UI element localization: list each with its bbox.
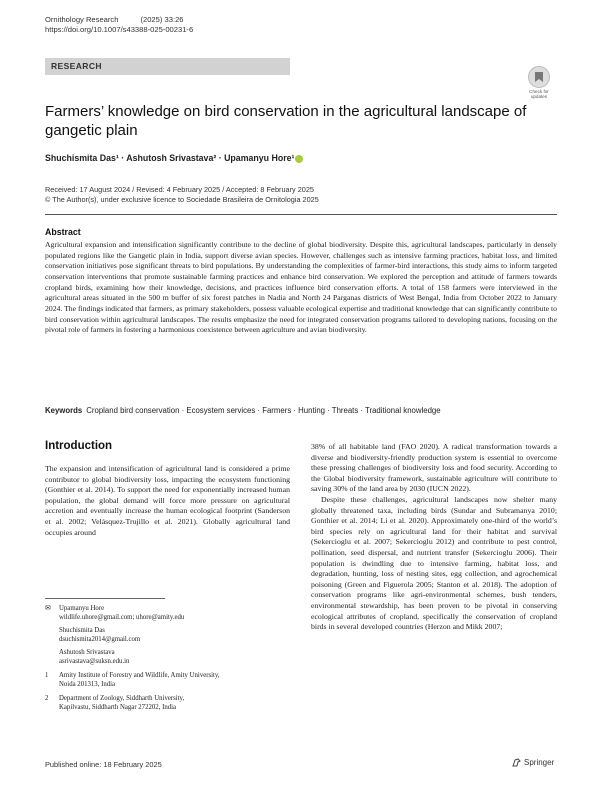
history-dates: Received: 17 August 2024 / Revised: 4 February 2025 / Accepted: 8 February 2025 (45, 185, 314, 194)
section-label-bar (45, 58, 290, 75)
article-title: Farmers’ knowledge on bird conservation in the agricultural landscape of gangetic plain (45, 103, 527, 139)
author-list (45, 153, 303, 163)
contact-email[interactable]: asrivastava@suksn.edu.in (59, 658, 130, 665)
abstract-heading: Abstract (45, 227, 81, 237)
contact-name: Shuchismita Das (59, 627, 105, 634)
publisher-logo (511, 757, 554, 768)
publisher-name: Springer (524, 758, 555, 767)
check-updates-line2: updates (530, 94, 548, 99)
check-updates-line1: Check for (529, 89, 549, 94)
contact-email[interactable]: dsuchismita2014@gmail.com (59, 636, 141, 643)
intro-heading: Introduction (45, 440, 113, 452)
intro-paragraph-1: The expansion and intensification of agricultural land is considered a prime contributor to global biodiversity loss, impacting the ecosystem functioning (Gonthier et al. 2014). To support the need for exponentially increased human population, the global demand will force more pressure on agricultural accretion and eventually increase the human ecological footprint (Sanderson et al. 2002; Velásquez-Trujillo et al. 2021). Globally agricultural land occupies around (45, 464, 290, 537)
author-names: Shuchismita Das¹ · Ashutosh Srivastava² · Upamanyu Hore¹ (45, 153, 295, 163)
affiliation-2 (45, 694, 290, 712)
affiliation-line: Kapilvastu, Siddharth Nagar 272202, India (59, 704, 177, 711)
journal-name: Ornithology Research (45, 15, 119, 24)
doi-link[interactable]: https://doi.org/10.1007/s43388-025-00231-6 (45, 25, 194, 34)
keywords-list: Cropland bird conservation · Ecosystem services · Farmers · Hunting · Threats · Traditional knowledge (86, 406, 441, 415)
affiliation-number: 1 (45, 672, 49, 679)
contact-name: Upamanyu Hore (59, 605, 105, 612)
citation: (2025) 33:26 (140, 15, 184, 24)
affiliation-line: Noida 201313, India (59, 681, 116, 688)
orcid-icon[interactable] (295, 155, 303, 163)
copyright: © The Author(s), under exclusive licence to Sociedade Brasileira de Ornitologia 2025 (45, 195, 319, 204)
left-column (45, 440, 290, 538)
divider (45, 214, 557, 215)
published-date: Published online: 18 February 2025 (45, 760, 162, 769)
keywords (45, 406, 557, 415)
footnotes (45, 604, 290, 717)
abstract-text: Agricultural expansion and intensification significantly contribute to the decline of global biodiversity. Despite this, agricultural landscapes, particularly in densely populated regions like the Gangetic plain in India, support diverse avian species. However, challenges such as intensive farming practices, habitat loss, and limited conservation initiatives pose significant threats to bird populations. By understanding the complexities of farmer-bird interactions, this study aims to inform targeted conservation interventions that promote sustainable farming practices and enhance bird conservation. We explored the perception and attitude of farmers towards cropland birds, examining how their knowledge, decisions, and practices influence bird conservation efforts. A total of 158 farmers were interviewed in the agricultural areas situated in the 500 m buffer of six forest patches in Nadia and North 24 Parganas districts of West Bengal, India from October 2022 to January 2024. The findings indicated that farmers, as primary stakeholders, possess valuable ecological expertise and traditional knowledge that can significantly contribute to bird conservation within agricultural landscapes. The results emphasize the need for integrated conservation programs tailored to developing nations, focusing on the pivotal role of farmers in fostering a harmonious coexistence between agriculture and avian biodiversity. (45, 240, 557, 335)
bookmark-icon (528, 66, 550, 88)
affiliation-1 (45, 671, 290, 689)
running-header (45, 15, 206, 35)
springer-horse-icon (511, 757, 522, 768)
intro-paragraph-2: Despite these challenges, agricultural landscapes now shelter many globally threatened taxa, including birds (Sundar and Subramanya 2010; Gonthier et al. 2014; Li et al. 2020). Approximately one-third of the world’s bird species rely on agricultural land for their habitat and survival (Sekercioglu et al. 2007; Sekercioglu 2012) and contribute to pest control, pollination, seed dispersal, and nutrient transfer (Sekercioglu 2006). Their population is dwindling due to intensive farming, habitat loss, and degradation, hunting, loss of nesting sites, egg collection, and agrochemical poisoning (Green and Figuerola 2005; Stanton et al. 2018). The adoption of conservation programs like agri-environmental schemes, bush tenders, environmental stewardship, has been proven to be pivotal in conserving ecological attributes of cropland, specifically the conservation of cropland birds in several developed countries (Herzon and Mikk 2007; (311, 494, 557, 632)
footnote-divider (45, 598, 165, 599)
envelope-icon: ✉ (45, 605, 51, 612)
right-column (311, 442, 557, 633)
keywords-label: Keywords (45, 406, 83, 415)
check-for-updates-badge[interactable] (524, 66, 554, 98)
affiliation-number: 2 (45, 695, 49, 702)
contact-email[interactable]: wildlife.uhore@gmail.com; uhore@amity.edu (59, 614, 185, 621)
contact-block (45, 604, 290, 666)
affiliation-line: Department of Zoology, Siddharth University, (59, 695, 185, 702)
contact-name: Ashutosh Srivastava (59, 649, 115, 656)
intro-paragraph-1-cont: 38% of all habitable land (FAO 2020). A radical transformation towards a diverse and biodiversity-friendly production system is essential to overcome these pressing challenges of biodiversity loss and food security. According to the Global biodiversity framework, sustainable agriculture will contribute to saving 30% of the land area by 2030 (IUCN 2022). (311, 442, 557, 494)
article-dates (45, 185, 319, 205)
section-label: RESEARCH (51, 61, 102, 71)
affiliation-line: Amity Institute of Forestry and Wildlife, Amity University, (59, 672, 220, 679)
